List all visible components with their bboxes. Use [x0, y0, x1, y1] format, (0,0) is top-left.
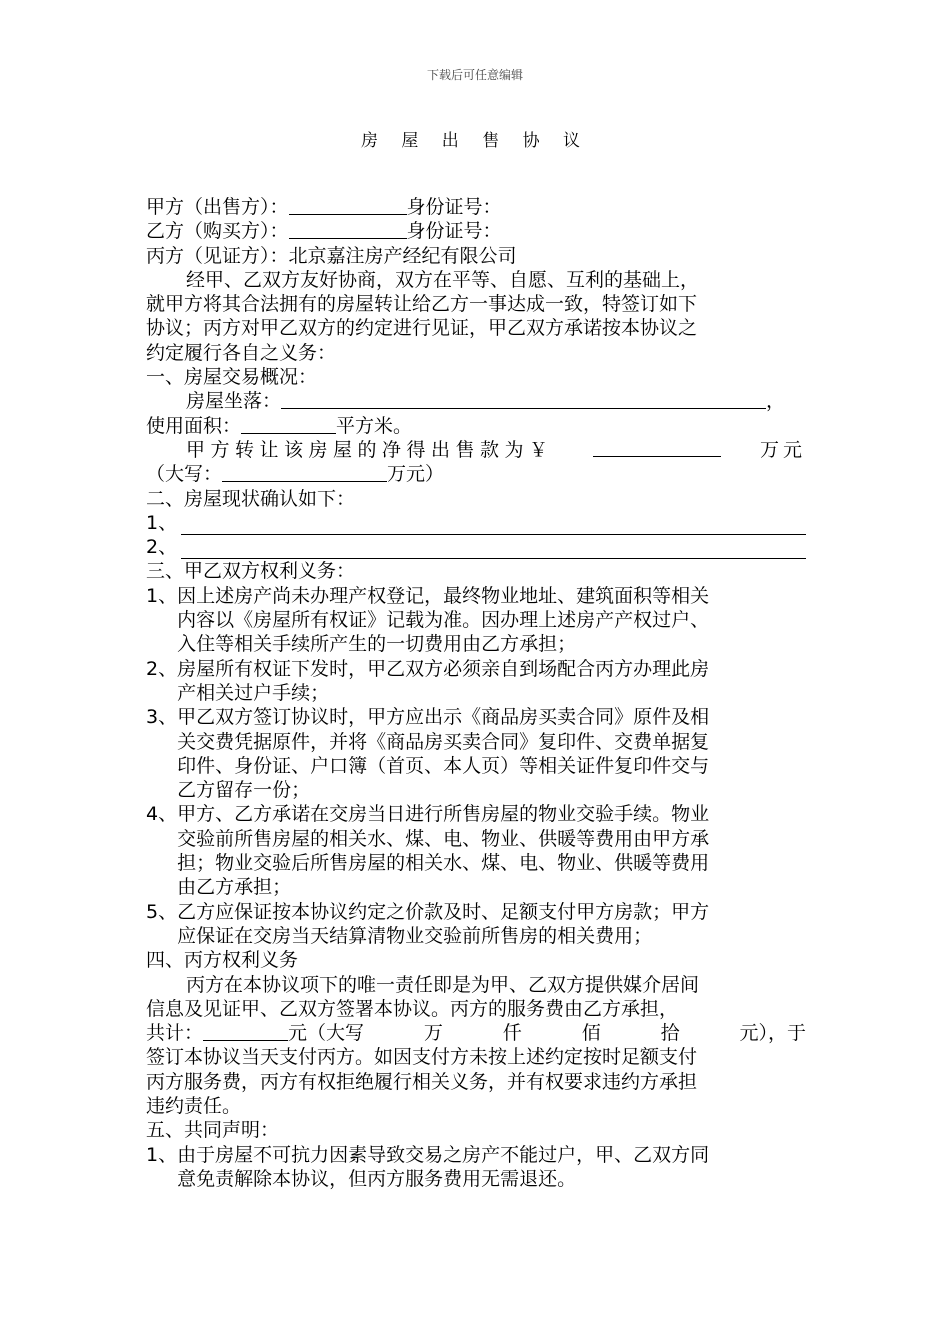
obligation-item-5-line-2: 应保证在交房当天结算清物业交验前所售房的相关费用； — [177, 924, 653, 947]
agent-line-1: 丙方在本协议项下的唯一责任即是为甲、乙双方提供媒介居间 — [186, 973, 700, 996]
obligation-item-1 — [146, 584, 806, 657]
document-title: 房 屋 出 售 协 议 — [360, 131, 590, 151]
fee-word-qian: 仟 — [502, 1022, 522, 1045]
obligation-item-4-num: 4、 — [146, 803, 178, 826]
condition-item-1-blank — [181, 516, 806, 535]
agent-line-2: 信息及见证甲、乙双方签署本协议。丙方的服务费由乙方承担， — [146, 997, 679, 1020]
fee-word-shi: 拾 — [660, 1022, 680, 1045]
condition-item-1-num: 1、 — [146, 511, 178, 534]
party-a-line — [146, 195, 806, 219]
obligation-item-3-num: 3、 — [146, 706, 178, 729]
section-5-heading: 五、共同声明： — [146, 1119, 280, 1142]
obligation-item-3-line-4: 乙方留存一份； — [177, 779, 311, 802]
price-line — [146, 438, 806, 462]
location-blank — [281, 390, 766, 409]
price-prefix: 甲方转让该房屋的净得出售款为￥ — [186, 438, 554, 461]
agent-line-4: 签订本协议当天支付丙方。如因支付方未按上述约定按时足额支付 — [146, 1046, 698, 1069]
party-b-label: 乙方（购买方）： — [146, 220, 289, 243]
intro-line-2: 就甲方将其合法拥有的房屋转让给乙方一事达成一致，特签订如下 — [146, 293, 698, 316]
obligation-item-2-line-2: 产相关过户手续； — [177, 681, 330, 704]
obligation-item-3-line-3: 印件、身份证、户口簿（首页、本人页）等相关证件复印件交与 — [177, 754, 710, 777]
declaration-item-1-line-1: 由于房屋不可抗力因素导致交易之房产不能过户，甲、乙双方同 — [177, 1143, 710, 1166]
obligation-item-4 — [146, 802, 806, 899]
area-blank — [241, 415, 336, 434]
fee-label: 共计： — [146, 1022, 204, 1045]
party-b-name-blank — [289, 220, 407, 239]
condition-item-2-blank — [181, 540, 806, 559]
party-b-line — [146, 219, 806, 243]
party-a-label: 甲方（出售方）： — [146, 196, 289, 218]
fee-word-bai: 佰 — [581, 1022, 601, 1045]
obligation-item-2-line-1: 房屋所有权证下发时，甲乙双方必须亲自到场配合丙方办理此房 — [177, 657, 710, 680]
obligation-item-2 — [146, 657, 806, 706]
area-line — [146, 414, 806, 438]
area-label: 使用面积： — [146, 414, 242, 437]
obligation-item-5-line-1: 乙方应保证按本协议约定之价款及时、足额支付甲方房款；甲方 — [177, 900, 710, 923]
obligation-item-5-num: 5、 — [146, 900, 178, 923]
section-3-heading: 三、甲乙双方权利义务： — [146, 560, 356, 583]
party-a-id-label: 身份证号： — [406, 196, 502, 218]
condition-item-2 — [146, 535, 806, 559]
intro-line-4: 约定履行各自之义务： — [146, 341, 337, 364]
price-blank — [593, 438, 721, 457]
obligation-item-3-line-1: 甲乙双方签订协议时，甲方应出示《商品房买卖合同》原件及相 — [177, 706, 710, 729]
price-unit: 万元 — [759, 438, 806, 461]
obligation-item-1-line-3: 入住等相关手续所产生的一切费用由乙方承担； — [177, 633, 577, 656]
obligation-item-4-line-1: 甲方、乙方承诺在交房当日进行所售房屋的物业交验手续。物业 — [177, 803, 710, 826]
intro-line-1: 经甲、乙双方友好协商，双方在平等、自愿、互利的基础上， — [186, 268, 700, 291]
party-a-name-blank — [289, 196, 407, 215]
fee-word-end: 元），于 — [739, 1022, 806, 1045]
capital-unit: 万元） — [387, 463, 445, 486]
obligation-item-1-num: 1、 — [146, 584, 178, 607]
capital-blank — [222, 463, 387, 482]
section-2-heading: 二、房屋现状确认如下： — [146, 487, 356, 510]
document-body — [146, 195, 806, 1191]
obligation-item-1-line-2: 内容以《房屋所有权证》记载为准。因办理上述房产产权过户、 — [177, 609, 710, 632]
agent-line-5: 丙方服务费，丙方有权拒绝履行相关义务，并有权要求违约方承担 — [146, 1070, 698, 1093]
location-end: ， — [766, 390, 786, 413]
fee-word-yuan: 元（大写 — [288, 1022, 365, 1045]
obligation-item-3 — [146, 705, 806, 802]
obligation-item-1-line-1: 因上述房产尚未办理产权登记，最终物业地址、建筑面积等相关 — [177, 584, 710, 607]
location-line — [146, 389, 806, 413]
obligation-item-4-line-3: 担；物业交验后所售房屋的相关水、煤、电、物业、供暖等费用 — [177, 852, 710, 875]
obligation-item-4-line-2: 交验前所售房屋的相关水、煤、电、物业、供暖等费用由甲方承 — [177, 827, 710, 850]
party-b-id-label: 身份证号： — [406, 220, 502, 243]
declaration-item-1 — [146, 1143, 806, 1192]
capital-label: （大写： — [146, 463, 223, 486]
fee-blank — [203, 1022, 288, 1041]
party-c-line: 丙方（见证方）：北京嘉注房产经纪有限公司 — [146, 244, 517, 267]
obligation-item-5 — [146, 900, 806, 949]
fee-word-wan: 万 — [423, 1022, 443, 1045]
section-4-heading: 四、丙方权利义务 — [146, 949, 299, 972]
declaration-item-1-line-2: 意免责解除本协议，但丙方服务费用无需退还。 — [177, 1167, 577, 1190]
area-unit: 平方米。 — [336, 414, 413, 437]
agent-fee-line — [146, 1021, 806, 1045]
capital-line — [146, 462, 806, 486]
agent-line-6: 违约责任。 — [146, 1094, 242, 1117]
section-1-heading: 一、房屋交易概况： — [146, 366, 318, 389]
condition-item-2-num: 2、 — [146, 536, 178, 559]
condition-item-1 — [146, 511, 806, 535]
declaration-item-1-num: 1、 — [146, 1143, 178, 1166]
intro-line-3: 协议；丙方对甲乙双方的约定进行见证，甲乙双方承诺按本协议之 — [146, 317, 698, 340]
obligation-item-3-line-2: 关交费凭据原件，并将《商品房买卖合同》复印件、交费单据复 — [177, 730, 710, 753]
watermark-text: 下载后可任意编辑 — [426, 68, 523, 82]
obligation-item-4-line-4: 由乙方承担； — [177, 876, 292, 899]
location-label: 房屋坐落： — [186, 390, 282, 413]
obligation-item-2-num: 2、 — [146, 657, 178, 680]
